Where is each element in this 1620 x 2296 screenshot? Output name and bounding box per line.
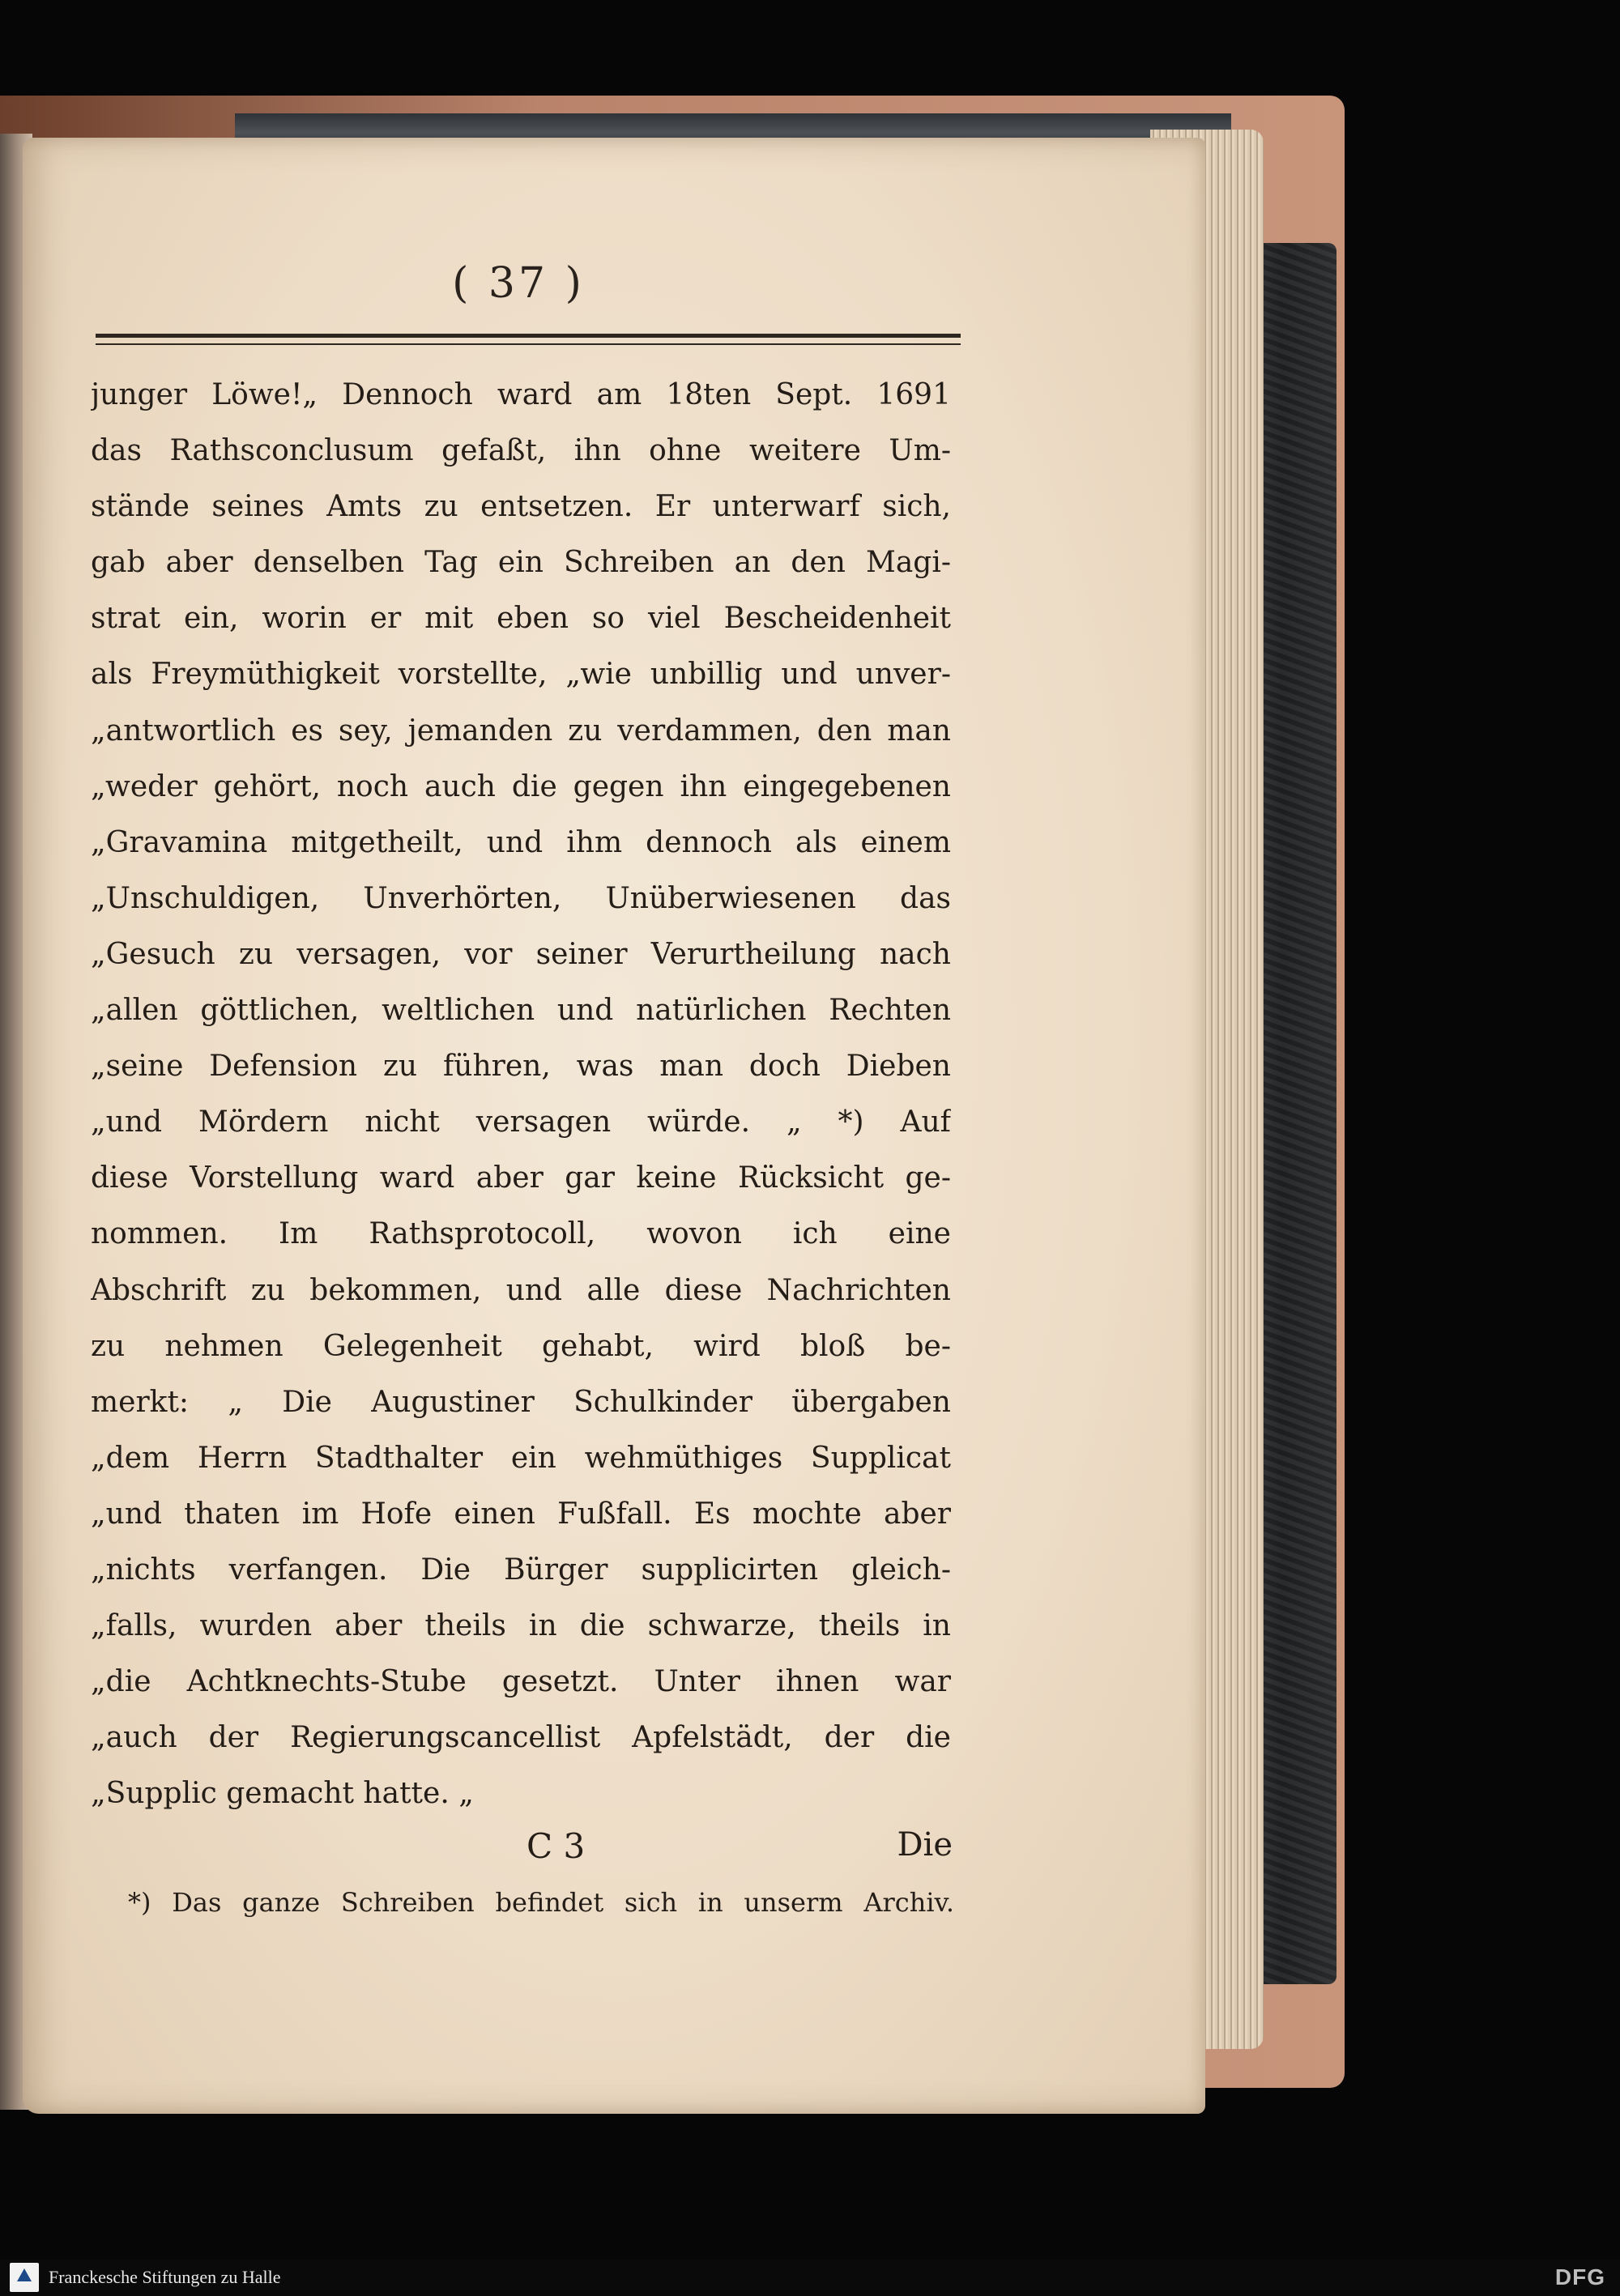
text-line: „und Mördern nicht versagen würde. „ *) Auf — [91, 1105, 951, 1139]
text-line: „seine Defension zu führen, was man doch Dieben — [91, 1050, 951, 1084]
text-line: zu nehmen Gelegenheit gehabt, wird bloß be- — [91, 1329, 951, 1363]
header-rule — [96, 334, 961, 338]
text-line: „weder gehört, noch auch die gegen ihn eingegebenen — [91, 769, 951, 803]
text-line: junger Löwe!„ Dennoch ward am 18ten Sept. 1691 — [91, 378, 951, 411]
text-line: „Supplic gemacht hatte. „ — [91, 1777, 474, 1811]
text-line: „nichts verfangen. Die Bürger supplicirten gleich- — [91, 1553, 951, 1587]
footer-bar — [0, 2260, 1620, 2296]
text-line: als Freymüthigkeit vorstellte, „wie unbillig und unver- — [91, 658, 951, 692]
text-line: „Gravamina mitgetheilt, und ihm dennoch als einem — [91, 825, 951, 859]
franckesche-stiftungen-logo-icon — [10, 2263, 39, 2292]
text-line: nommen. Im Rathsprotocoll, wovon ich eine — [91, 1217, 951, 1251]
text-line: Abschrift zu bekommen, und alle diese Nachrichten — [91, 1273, 951, 1307]
page-number: ( 37 ) — [452, 259, 585, 308]
text-line: „allen göttlichen, weltlichen und natürlichen Rechten — [91, 994, 951, 1028]
text-line: „auch der Regierungscancellist Apfelstädt, der die — [91, 1721, 951, 1755]
institution-name: Franckesche Stiftungen zu Halle — [49, 2267, 281, 2287]
text-line: „die Achtknechts-Stube gesetzt. Unter ihnen war — [91, 1665, 951, 1699]
body-text — [91, 367, 951, 1821]
text-line: diese Vorstellung ward aber gar keine Rücksicht ge- — [91, 1161, 951, 1195]
text-line: „antwortlich es sey, jemanden zu verdammen, den man — [91, 714, 951, 748]
text-line: das Rathsconclusum gefaßt, ihn ohne weitere Um- — [91, 434, 951, 468]
text-line: „Unschuldigen, Unverhörten, Unüberwiesenen das — [91, 881, 951, 915]
catchword: Die — [897, 1826, 953, 1864]
text-line: „Gesuch zu versagen, vor seiner Verurtheilung nach — [91, 937, 951, 971]
dfg-logo: DFG — [1554, 2264, 1605, 2290]
text-line: „und thaten im Hofe einen Fußfall. Es mochte aber — [91, 1497, 951, 1531]
header-rule-thin — [96, 343, 961, 345]
text-line: merkt: „ Die Augustiner Schulkinder übergaben — [91, 1385, 951, 1419]
text-line: „dem Herrn Stadthalter ein wehmüthiges Supplicat — [91, 1441, 951, 1475]
footnote: *) Das ganze Schreiben befindet sich in unserm Archiv. — [128, 1887, 954, 1918]
signature-mark: C 3 — [526, 1826, 586, 1866]
text-line: stände seines Amts zu entsetzen. Er unterwarf sich, — [91, 490, 951, 524]
text-line: gab aber denselben Tag ein Schreiben an den Magi- — [91, 546, 951, 580]
text-line: „falls, wurden aber theils in die schwarze, theils in — [91, 1609, 951, 1643]
text-line: strat ein, worin er mit eben so viel Bescheidenheit — [91, 602, 951, 636]
